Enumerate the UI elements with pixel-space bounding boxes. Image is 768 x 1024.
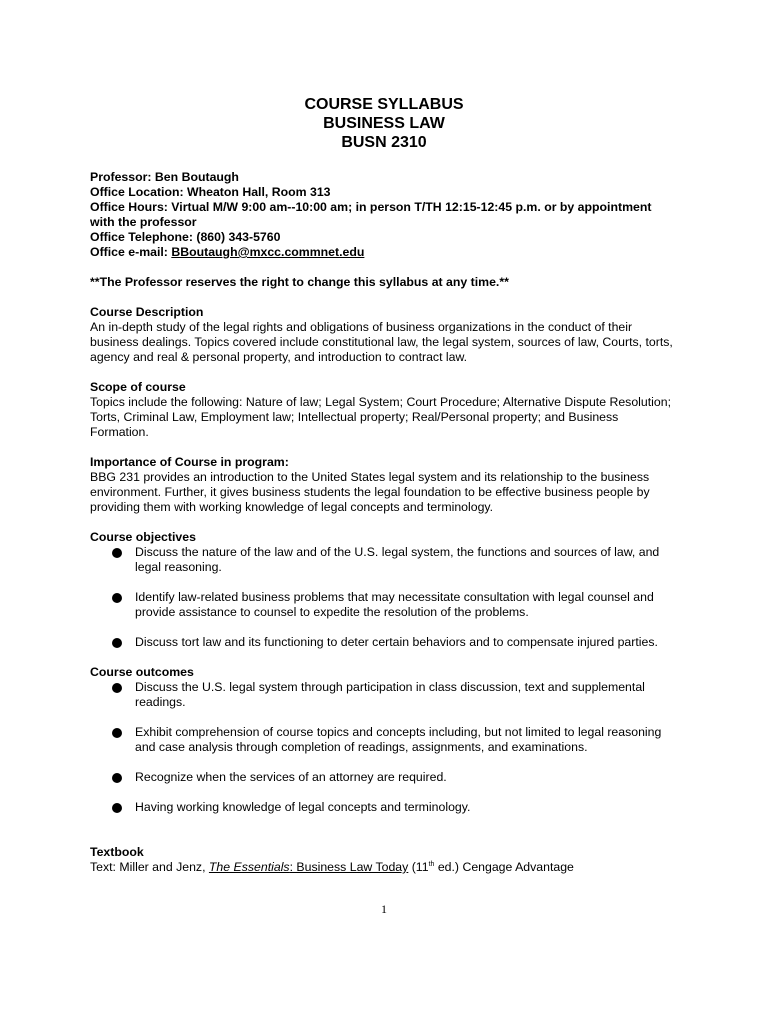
- syllabus-content: [90, 170, 680, 875]
- office-email-label: Office e-mail:: [90, 245, 172, 259]
- outcome-item: [90, 680, 680, 710]
- textbook-edition-close: ed.) Cengage Advantage: [434, 860, 574, 874]
- title-line-3: BUSN 2310: [341, 134, 427, 151]
- objectives-heading: Course objectives: [90, 530, 196, 544]
- objective-item: [90, 590, 680, 620]
- importance-body: BBG 231 provides an introduction to the United States legal system and its relationship to the business environment. Further, it gives business students the legal foundation to be effective business people by providing them with working knowledge of legal concepts and terminology.: [90, 470, 650, 514]
- objectives-list: [90, 545, 680, 650]
- outcome-text: Exhibit comprehension of course topics and concepts including, but not limited to legal reasoning and case analysis through completion of readings, assignments, and examinations.: [135, 725, 662, 754]
- page-number: 1: [381, 902, 387, 916]
- outcome-item: [90, 725, 680, 755]
- textbook-prefix: Text: Miller and Jenz,: [90, 860, 209, 874]
- objective-text: Discuss the nature of the law and of the U.S. legal system, the functions and sources of law, and legal reasoning.: [135, 545, 660, 574]
- office-email-row: [90, 245, 680, 260]
- outcome-text: Having working knowledge of legal concepts and terminology.: [135, 800, 471, 814]
- office-hours-line-1: Office Hours: Virtual M/W 9:00 am--10:00 am; in person T/TH 12:15-12:45 p.m. or by appointment: [90, 200, 652, 214]
- professor-name: Professor: Ben Boutaugh: [90, 170, 239, 184]
- objective-item: [90, 635, 680, 650]
- outcome-item: [90, 770, 680, 785]
- outcomes-list: [90, 680, 680, 815]
- bullet-icon: [112, 638, 122, 648]
- office-telephone: Office Telephone: (860) 343-5760: [90, 230, 281, 244]
- title-line-1: COURSE SYLLABUS: [304, 96, 464, 113]
- textbook-title: [209, 860, 408, 874]
- objective-text: Discuss tort law and its functioning to deter certain behaviors and to compensate injured parties.: [135, 635, 658, 649]
- outcome-item: [90, 800, 680, 815]
- office-location: Office Location: Wheaton Hall, Room 313: [90, 185, 331, 199]
- office-hours-line-2: with the professor: [90, 215, 197, 229]
- outcomes-heading: Course outcomes: [90, 665, 194, 679]
- textbook-line: [90, 860, 680, 875]
- textbook-edition-open: (11: [408, 860, 429, 874]
- office-email-link[interactable]: BBoutaugh@mxcc.commnet.edu: [171, 245, 365, 259]
- outcome-text: Discuss the U.S. legal system through participation in class discussion, text and supplemental readings.: [135, 680, 645, 709]
- textbook-title-rest: : Business Law Today: [289, 860, 409, 874]
- bullet-icon: [112, 548, 122, 558]
- textbook-edition-sup: th: [428, 860, 435, 868]
- title-block: [0, 95, 768, 152]
- bullet-icon: [112, 683, 122, 693]
- importance-heading: Importance of Course in program:: [90, 455, 289, 469]
- scope-heading: Scope of course: [90, 380, 186, 394]
- course-description-body: An in-depth study of the legal rights and obligations of business organizations in the conduct of their business dealings. Topics covered include constitutional law, the legal system, sources of law, Courts, torts, agency and real & personal property, and introduction to contract law.: [90, 320, 673, 364]
- contact-block: [90, 170, 680, 260]
- outcome-text: Recognize when the services of an attorney are required.: [135, 770, 447, 784]
- bullet-icon: [112, 728, 122, 738]
- textbook-title-italic: The Essentials: [208, 860, 290, 874]
- objective-text: Identify law-related business problems that may necessitate consultation with legal counsel and provide assistance to counsel to expedite the resolution of the problems.: [135, 590, 654, 619]
- title-line-2: BUSINESS LAW: [323, 115, 445, 132]
- textbook-heading: Textbook: [90, 845, 144, 859]
- course-description-heading: Course Description: [90, 305, 204, 319]
- bullet-icon: [112, 803, 122, 813]
- objective-item: [90, 545, 680, 575]
- bullet-icon: [112, 593, 122, 603]
- scope-body: Topics include the following: Nature of law; Legal System; Court Procedure; Alternative Dispute Resolution; Torts, Criminal Law, Employment law; Intellectual property; Real/Personal property; and Business Formation.: [90, 395, 671, 439]
- bullet-icon: [112, 773, 122, 783]
- syllabus-change-notice: **The Professor reserves the right to change this syllabus at any time.**: [90, 275, 509, 289]
